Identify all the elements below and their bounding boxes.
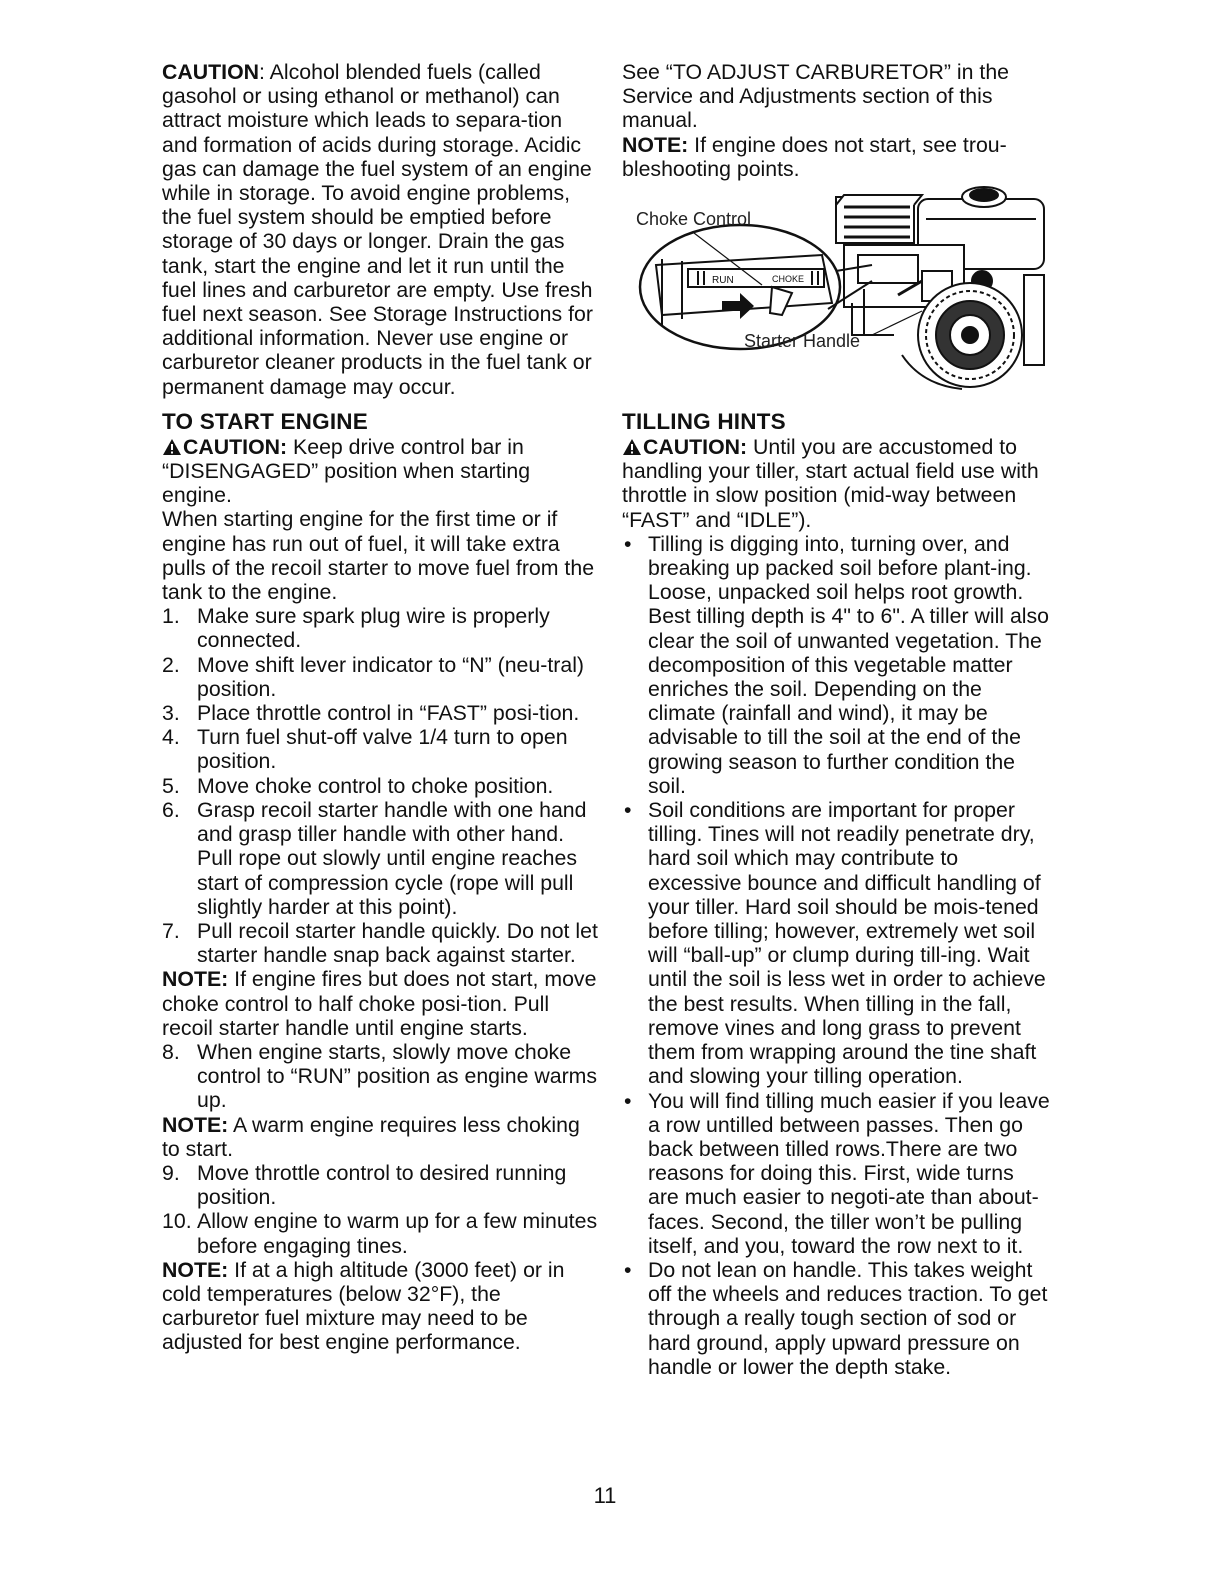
step-item: 3. Place throttle control in “FAST” posi-tion.	[162, 701, 580, 726]
engine-figure	[622, 185, 1050, 403]
step-item: 9. Move throttle control to desired running position.	[162, 1160, 567, 1210]
note-half-choke: NOTE: If engine fires but does not start, move choke control to half choke posi-tion. Pull recoil starter handle until engine starts.	[162, 967, 597, 1040]
hint-item: • You will find tilling much easier if you leave a row untilled between passes. Then go back between tilled rows.There are two reasons for doing this. First, wide turns are much easier to negoti-ate than about-faces. Second, the tiller won’t be pulling itself, and you, toward the row next to it.	[624, 1088, 1050, 1258]
start-steps-list	[162, 604, 598, 967]
start-steps-list-c	[162, 1161, 598, 1258]
starter-handle-label: Starter Handle	[744, 331, 861, 352]
bullet-icon: •	[624, 798, 632, 823]
note-troubleshooting: NOTE: If engine does not start, see trou-bleshooting points.	[622, 132, 1007, 181]
step-item: 8. When engine starts, slowly move choke control to “RUN” position as engine warms up.	[162, 1039, 598, 1113]
hint-item: • Soil conditions are important for proper tilling. Tines will not readily penetrate dry, hard soil which may contribute to excessive bounce and difficult handling of your tiller. Hard soil should be mois-tened before tilling; however, extremely wet soil will “ball-up” or clump during till-ing. Wait until the soil is less wet in order to achieve the best results. When tilling in the fall, remove vines and long grass to prevent them from wrapping around the tine shaft and slowing your tilling operation.	[624, 798, 1046, 1089]
start-engine-heading: TO START ENGINE	[162, 408, 368, 434]
inset-choke-text: CHOKE	[772, 274, 805, 285]
step-item: 5. Move choke control to choke position.	[162, 773, 554, 798]
bullet-icon: •	[624, 1088, 632, 1113]
step-item: 7. Pull recoil starter handle quickly. Do not let starter handle snap back against starter.	[162, 918, 598, 968]
step-item: 1. Make sure spark plug wire is properly connected.	[162, 604, 550, 653]
tilling-hints-list	[622, 532, 1050, 1379]
hint-item: • Tilling is digging into, turning over, and breaking up packed soil before plant-ing. Loose, unpacked soil helps root growth. Best tilling depth is 4" to 6". A tiller will also clear the soil of unwanted vegetation. The decomposition of this vegetable matter enriches the soil. Depending on the climate (rainfall and wind), it may be advisable to till the soil at the end of the growing season to further condition the soil.	[624, 531, 1050, 798]
right-column	[622, 60, 1050, 1379]
warning-icon	[622, 438, 642, 456]
step-item: 10. Allow engine to warm up for a few minutes before engaging tines.	[162, 1209, 598, 1258]
note-warm-engine: NOTE: A warm engine requires less choking to start.	[162, 1112, 580, 1161]
step-item: 2. Move shift lever indicator to “N” (neu-tral) position.	[162, 652, 585, 701]
start-steps-list-b	[162, 1040, 598, 1113]
tilling-hints-heading: TILLING HINTS	[622, 409, 786, 435]
step-item: 4. Turn fuel shut-off valve 1/4 turn to open position.	[162, 725, 568, 774]
inset-run-text: RUN	[712, 275, 734, 287]
bullet-icon: •	[624, 1257, 632, 1282]
warning-icon	[162, 438, 182, 456]
choke-control-label: Choke Control	[636, 209, 752, 230]
bullet-icon: •	[624, 531, 632, 556]
caution-intro-text: : Alcohol blended fuels (called gasohol or using ethanol or methanol) can attract moisture which leads to separa-tion and formation of acids during storage. Acidic gas can damage the fuel system of an engine while in storage. To avoid engine problems, the fuel system should be emptied before storage of 30 days or longer. Drain the gas tank, start the engine and let it run until the fuel lines and carburetor are empty. Use fresh fuel next season. See Storage Instructions for additional information. Never use engine or carburetor cleaner products in the fuel tank or permanent damage may occur.	[162, 60, 593, 399]
left-column	[162, 60, 598, 1355]
note-altitude: NOTE: If at a high altitude (3000 feet) or in cold temperatures (below 32°F), the carburetor fuel mixture may need to be adjusted for best engine performance.	[162, 1257, 565, 1355]
caution-label: CAUTION	[162, 60, 260, 84]
caution-intro	[162, 60, 598, 399]
step-item: 6. Grasp recoil starter handle with one hand and grasp tiller handle with other hand. Pull rope out slowly until engine reaches start of compression cycle (rope will pull slightly harder at this point).	[162, 797, 587, 919]
start-intro: When starting engine for the first time or if engine has run out of fuel, it will take extra pulls of the recoil starter to move fuel from the tank to the engine.	[162, 507, 595, 605]
start-caution-text: Keep drive control bar in “DISENGAGED” position when starting engine.	[162, 434, 531, 508]
start-caution-label: CAUTION:	[183, 434, 288, 459]
hint-item: • Do not lean on handle. This takes weight off the wheels and reduces traction. To get through a really tough section of sod or hard ground, apply upward pressure on handle or lower the depth stake.	[624, 1257, 1048, 1379]
page-number: 11	[593, 1483, 617, 1508]
tilling-caution: CAUTION: Until you are accustomed to handling your tiller, start actual field use with throttle in slow position (mid-way between “FAST” and “IDLE”).	[622, 435, 1039, 532]
see-adjust-carburetor: See “TO ADJUST CARBURETOR” in the Service and Adjustments section of this manual.	[622, 60, 1010, 133]
start-caution	[162, 435, 598, 508]
